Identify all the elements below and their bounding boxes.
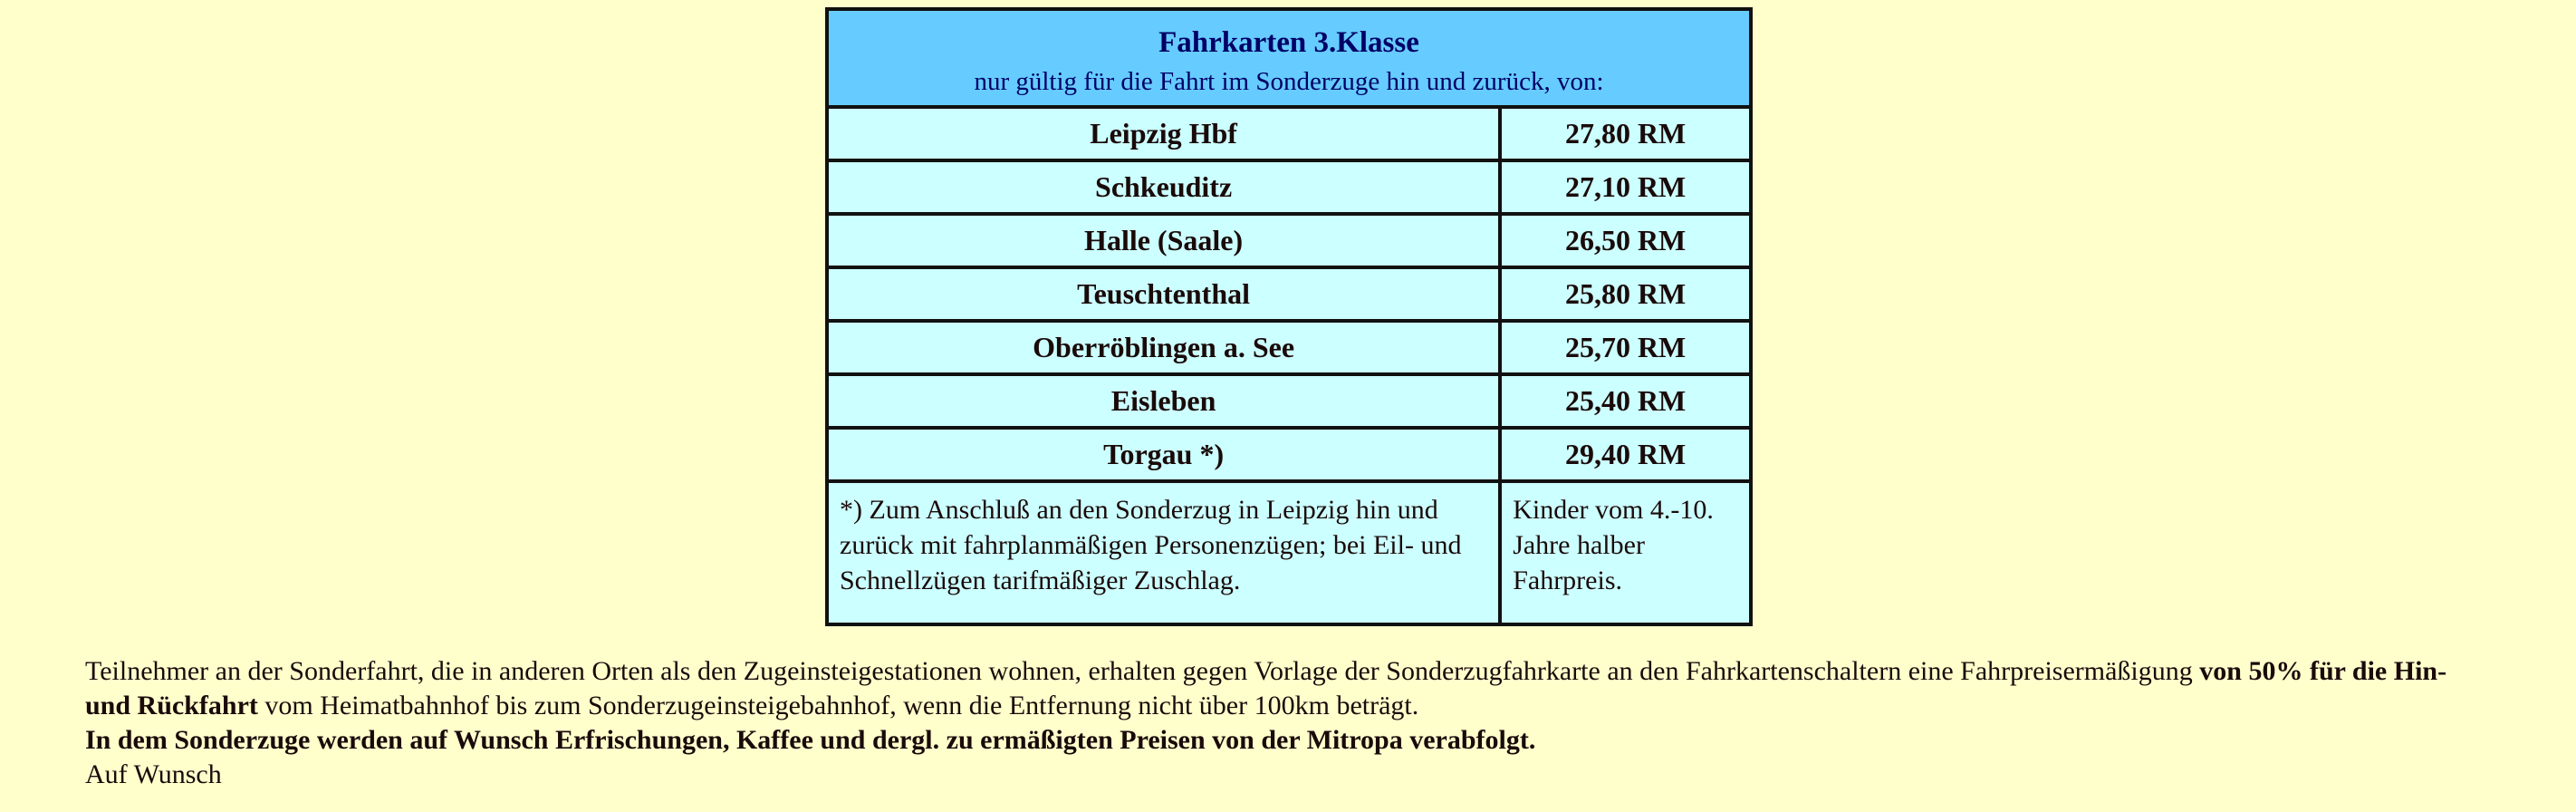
fare-table-title: Fahrkarten 3.Klasse <box>1158 26 1419 59</box>
table-row <box>827 267 1751 321</box>
station-cell: Teuschtenthal <box>827 267 1500 321</box>
station-cell: Halle (Saale) <box>827 214 1500 267</box>
station-cell: Schkeuditz <box>827 160 1500 214</box>
notes-row <box>827 481 1751 624</box>
discount-text-start: Teilnehmer an der Sonderfahrt, die in anderen Orten als den Zugeinsteigestationen wohnen, erhalten gegen Vorlage der Sonderzugfahrkarte an den Fahrkartenschaltern eine Fahrpreisermäßigung <box>85 656 2200 686</box>
station-cell: Leipzig Hbf <box>827 107 1500 160</box>
price-cell: 27,10 RM <box>1500 160 1751 214</box>
fare-table <box>825 7 1753 626</box>
fare-table-subtitle: nur gültig für die Fahrt im Sonderzuge hin und zurück, von: <box>974 67 1604 96</box>
price-cell: 27,80 RM <box>1500 107 1751 160</box>
footnote-cell: *) Zum Anschluß an den Sonderzug in Leipzig hin und zurück mit fahrplanmäßigen Personenzügen; bei Eil- und Schnellzügen tarifmäßiger Zuschlag. <box>827 481 1500 624</box>
station-cell: Oberröblingen a. See <box>827 321 1500 374</box>
info-text <box>85 654 2494 792</box>
refreshments-paragraph <box>85 723 2494 758</box>
station-cell: Torgau *) <box>827 428 1500 481</box>
price-cell: 26,50 RM <box>1500 214 1751 267</box>
price-cell: 29,40 RM <box>1500 428 1751 481</box>
discount-text-end: vom Heimatbahnhof bis zum Sonderzugeinsteigebahnhof, wenn die Entfernung nicht über 100km beträgt. <box>257 691 1419 720</box>
table-row <box>827 321 1751 374</box>
price-cell: 25,80 RM <box>1500 267 1751 321</box>
children-note-cell: Kinder vom 4.-10. Jahre halber Fahrpreis. <box>1500 481 1751 624</box>
discount-text-bold: von 50% für die Hin- und Rückfahrt <box>85 656 2447 720</box>
table-row <box>827 374 1751 428</box>
price-cell: 25,70 RM <box>1500 321 1751 374</box>
price-cell: 25,40 RM <box>1500 374 1751 428</box>
on-request-paragraph: Auf Wunsch <box>85 759 222 789</box>
refreshments-text: In dem Sonderzuge werden auf Wunsch Erfrischungen, Kaffee und dergl. zu ermäßigten Preisen von der Mitropa verabfolgt. <box>85 725 1536 755</box>
table-row <box>827 214 1751 267</box>
table-row <box>827 107 1751 160</box>
table-row <box>827 160 1751 214</box>
table-row <box>827 428 1751 481</box>
discount-paragraph <box>85 654 2494 723</box>
station-cell: Eisleben <box>827 374 1500 428</box>
fare-table-header <box>827 9 1751 107</box>
